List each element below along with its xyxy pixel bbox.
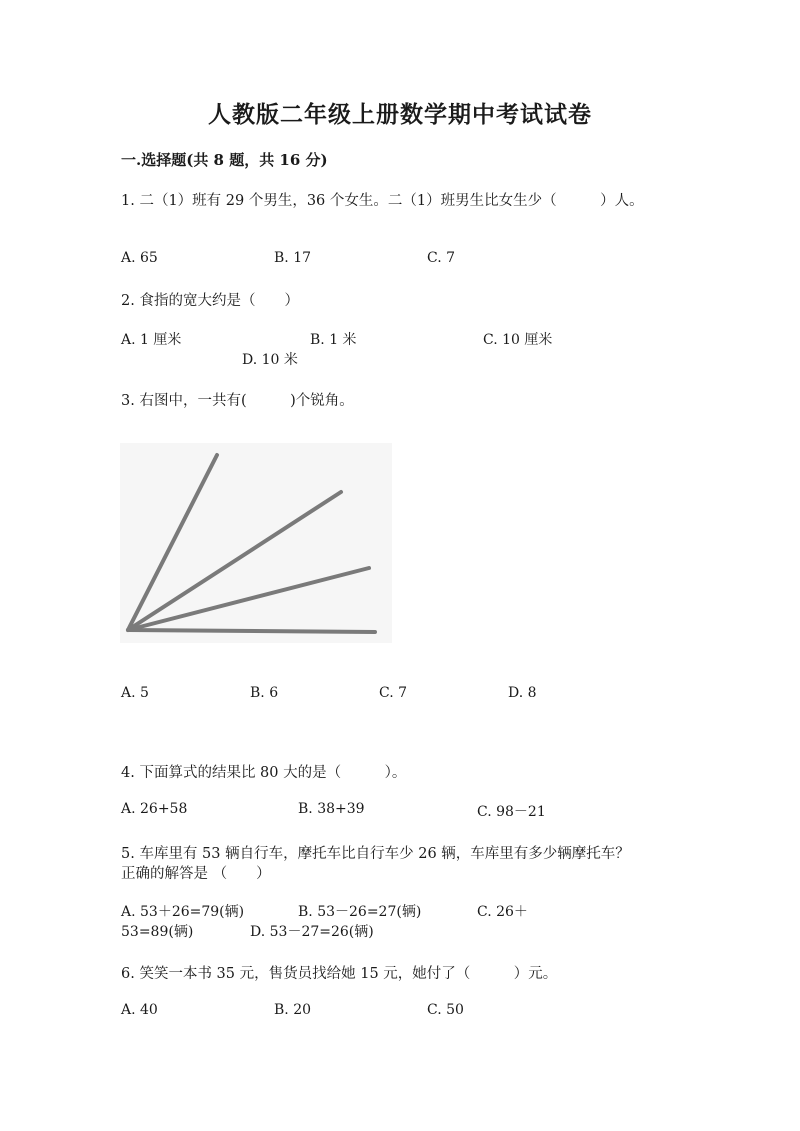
question-5-stem-line-2: 正确的解答是 （ ） [121,866,271,882]
question-4-option-b: B. 38+39 [298,801,365,817]
question-3-stem: 3. 右图中，一共有( )个锐角。 [121,393,354,409]
question-3-option-a: A. 5 [121,685,149,701]
page-title: 人教版二年级上册数学期中考试试卷 [208,101,592,128]
question-5-option-b: B. 53－26=27(辆) [298,904,422,920]
question-5-option-c: C. 26＋ [477,904,528,920]
question-4-option-c: C. 98－21 [477,804,546,820]
question-2-stem: 2. 食指的宽大约是（ ） [121,293,299,309]
question-2-option-c: C. 10 厘米 [483,332,553,348]
question-5-option-d: D. 53－27=26(辆) [250,924,374,940]
acute-angles-figure [120,443,392,643]
question-2-option-d: D. 10 米 [242,352,298,368]
question-5-option-c-continued: 53=89(辆) [121,924,194,940]
question-2-option-a: A. 1 厘米 [121,332,182,348]
question-4-option-a: A. 26+58 [121,801,188,817]
question-6-option-a: A. 40 [121,1002,158,1018]
question-6-option-b: B. 20 [274,1002,312,1018]
question-4-stem: 4. 下面算式的结果比 80 大的是（ ）。 [121,765,407,781]
question-6-stem: 6. 笑笑一本书 35 元，售货员找给她 15 元，她付了（ ）元。 [121,966,558,982]
question-1-option-c: C. 7 [427,250,456,266]
question-6-option-c: C. 50 [427,1002,464,1018]
section-heading: 一.选择题(共 8 题，共 16 分) [121,151,328,169]
question-3-option-d: D. 8 [508,685,537,701]
figure-ray-4 [128,630,375,632]
question-3-option-c: C. 7 [379,685,408,701]
question-5-stem-line-1: 5. 车库里有 53 辆自行车，摩托车比自行车少 26 辆，车库里有多少辆摩托车？ [121,846,630,862]
question-2-option-b: B. 1 米 [310,332,357,348]
question-5-option-a: A. 53＋26=79(辆) [121,904,245,920]
figure-background [120,443,392,643]
question-1-option-b: B. 17 [274,250,312,266]
question-3-option-b: B. 6 [250,685,279,701]
question-1-option-a: A. 65 [121,250,158,266]
question-1-stem: 1. 二（1）班有 29 个男生，36 个女生。二（1）班男生比女生少（ ）人。 [121,193,644,209]
